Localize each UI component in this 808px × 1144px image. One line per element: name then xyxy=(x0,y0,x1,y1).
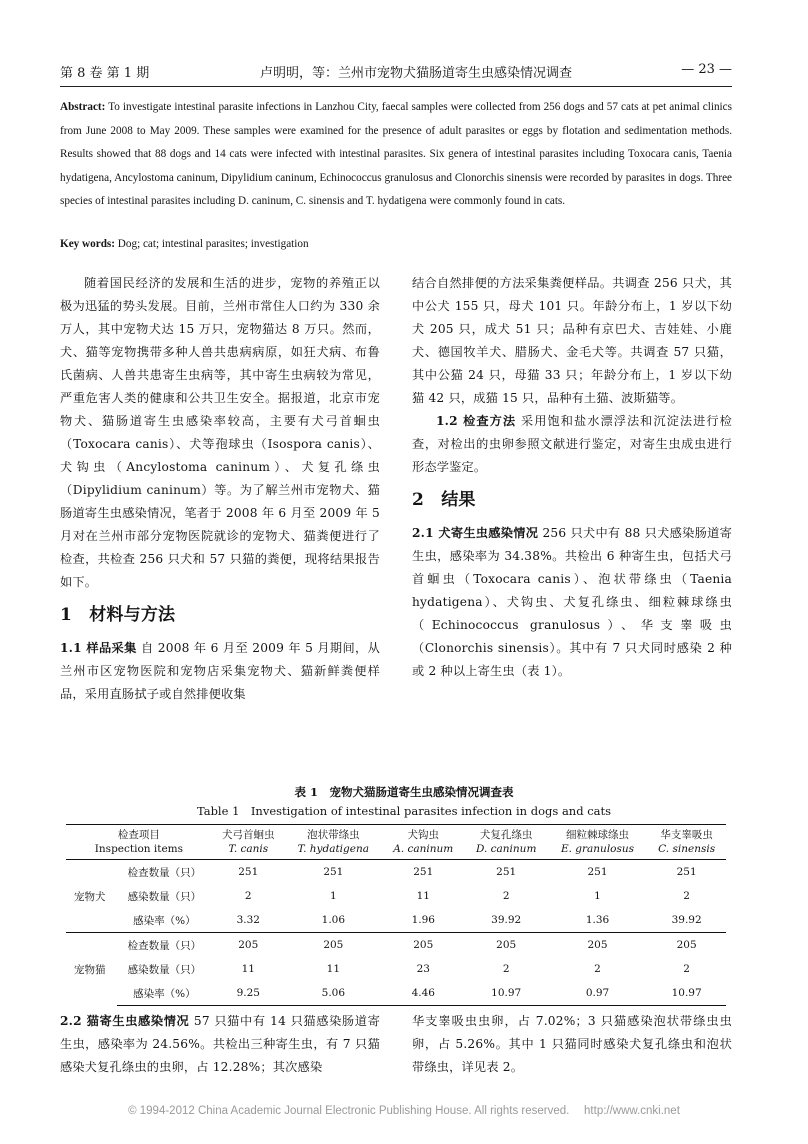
table-cell: 251 xyxy=(496,866,517,878)
table-cell: 205 xyxy=(587,939,608,951)
right-column xyxy=(412,272,732,683)
table-cell: 2 xyxy=(683,890,690,902)
cat-results-paragraph xyxy=(60,1010,380,1079)
dog-results-text: 256 只犬中有 88 只犬感染肠道寄生虫，感染率为 34.38%。共检出 6 种寄生虫，包括犬弓首蛔虫（Toxocara canis）、泡状带绦虫（Taenia hydatigena）、犬钩虫、犬复孔绦虫、细粒棘球绦虫（Echinococcus granulosus）、华支睾吸虫（Clonorchis sinensis）。其中有 7 只犬同时感染 2 种或 2 种以上寄生虫（表 1）。 xyxy=(412,526,732,678)
sampling-label: 1.1 样品采集 xyxy=(60,641,137,655)
table-header-row xyxy=(66,825,726,860)
table-row xyxy=(66,957,726,981)
header-col: 细粒棘球绦虫 E. granulosus xyxy=(548,825,647,860)
table-caption-cn: 表 1 宠物犬猫肠道寄生虫感染情况调查表 xyxy=(294,785,514,799)
table-cell: 23 xyxy=(416,963,430,975)
table-cell: 3.32 xyxy=(236,914,260,926)
table-cell: 205 xyxy=(238,939,259,951)
header-rule xyxy=(60,86,732,87)
sampling-text: 自 2008 年 6 月至 2009 年 5 月期间，从兰州市区宠物医院和宠物店采集宠物犬、猫新鲜粪便样品，采用直肠拭子或自然排便收集 xyxy=(60,641,381,701)
table-cell: 2 xyxy=(502,963,510,975)
abstract-text: To investigate intestinal parasite infections in Lanzhou City, faecal samples were collected from 256 dogs and 57 cats at pet animal clinics from June 2008 to May 2009. These samples were examined for the presence of adult parasites or eggs by flotation and sedimentation methods. Results showed that 88 dogs and 14 cats were infected with intestinal parasites. Six genera of intestinal parasites including Toxocara canis, Taenia hydatigena, Ancylostoma caninum, Dipylidium caninum, Echinococcus granulosus and Clonorchis sinensis were recorded by parasites in dogs. Three species of intestinal parasites including D. caninum, C. sinensis and T. hydatigena were commonly found in cats. xyxy=(60,101,732,207)
sampling-paragraph xyxy=(60,637,380,706)
table-cell: 9.25 xyxy=(212,981,285,1006)
copyright-footer: © 1994-2012 China Academic Journal Electronic Publishing House. All rights reserved. http://www.cnki.net xyxy=(128,1105,680,1117)
abstract-label: Abstract: xyxy=(60,101,106,113)
running-header xyxy=(60,62,732,84)
table-cell: 2 xyxy=(594,963,601,975)
row-label: 感染率（%） xyxy=(133,914,196,927)
intro-paragraph: 随着国民经济的发展和生活的进步，宠物的养殖正以极为迅猛的势头发展。目前，兰州市常住人口约为 330 余万人，其中宠物犬达 15 万只，宠物猫达 8 万只。然而，犬、猫等宠物携带多种人兽共患病病原，如狂犬病、布鲁氏菌病、人兽共患寄生虫病等，其中寄生虫病较为常见，严重危害人类的健康和公共卫生安全。据报道，北京市宠物犬、猫肠道寄生虫感染率较高，主要有犬弓首蛔虫（Toxocara canis）、犬等孢球虫（Isospora canis）、犬钩虫（Ancylostoma caninum）、犬复孔绦虫（Dipylidium caninum）等。为了解兰州市宠物犬、猫肠道寄生虫感染情况，笔者于 2008 年 6 月至 2009 年 5 月对在兰州市部分宠物医院就诊的宠物犬、猫粪便进行了检查，共检查 256 只犬和 57 只猫的粪便，现将结果报告如下。 xyxy=(60,276,380,589)
left-column xyxy=(60,272,380,706)
sampling-continued: 结合自然排便的方法采集粪便样品。共调查 256 只犬，其中公犬 155 只，母犬 101 只。年龄分布上，1 岁以下幼犬 205 只，成犬 51 只；品种有京巴犬、吉娃娃、小鹿犬、德国牧羊犬、腊肠犬、金毛犬等。共调查 57 只猫，其中公猫 24 只，母猫 33 只；年龄分布上，1 岁以下幼猫 42 只，成猫 15 只，品种有土猫、波斯猫等。 xyxy=(412,276,732,405)
row-label: 检查数量（只） xyxy=(127,939,202,952)
table-cell: 1 xyxy=(330,890,337,902)
group-label: 宠物猫 xyxy=(74,963,106,976)
group-label: 宠物犬 xyxy=(74,890,106,903)
method-paragraph xyxy=(412,410,732,479)
bottom-left-column xyxy=(60,1010,380,1079)
header-col: 犬弓首蛔虫 T. canis xyxy=(212,825,285,860)
table-cell: 2 xyxy=(502,890,510,902)
table-row xyxy=(66,981,726,1006)
cat-results-continued: 华支睾吸虫虫卵，占 7.02%；3 只猫感染泡状带绦虫虫卵，占 5.26%。其中 1 只猫同时感染犬复孔绦虫和泡状带绦虫，详见表 2。 xyxy=(412,1014,732,1074)
section-heading-results: 2 结果 xyxy=(412,490,476,510)
parasite-table xyxy=(66,824,726,1006)
table-cell: 1 xyxy=(594,890,601,902)
table-cell: 251 xyxy=(587,866,608,878)
header-col: 犬钩虫 A. caninum xyxy=(382,825,465,860)
row-label: 感染数量（只） xyxy=(127,963,202,976)
table-cell: 4.46 xyxy=(382,981,465,1006)
table-cell: 10.97 xyxy=(647,981,726,1006)
section-heading-materials: 1 材料与方法 xyxy=(60,605,176,625)
row-label: 检查数量（只） xyxy=(127,866,202,879)
header-volume: 第 8 卷 第 1 期 xyxy=(60,66,150,81)
table-cell: 11 xyxy=(326,963,341,975)
abstract xyxy=(60,96,732,214)
row-label: 感染率（%） xyxy=(117,981,212,1006)
table-cell: 5.06 xyxy=(285,981,382,1006)
table-cell: 10.97 xyxy=(465,981,548,1006)
table-cell: 39.92 xyxy=(671,914,702,926)
table-cell: 251 xyxy=(413,866,434,878)
header-col: 泡状带绦虫 T. hydatigena xyxy=(285,825,382,860)
table-row xyxy=(66,884,726,908)
table-row xyxy=(66,908,726,933)
bottom-right-column xyxy=(412,1010,732,1079)
table-cell: 2 xyxy=(244,890,252,902)
header-col: 华支睾吸虫 C. sinensis xyxy=(647,825,726,860)
table-cell: 251 xyxy=(238,866,259,878)
header-item: 检查项目 Inspection items xyxy=(66,825,212,860)
dog-results-paragraph xyxy=(412,522,732,683)
table-row xyxy=(66,860,726,885)
table-cell: 1.36 xyxy=(585,914,610,926)
table-cell: 0.97 xyxy=(548,981,647,1006)
table-cell: 39.92 xyxy=(491,914,522,926)
table-cell: 1.06 xyxy=(321,914,346,926)
method-label: 1.2 检查方法 xyxy=(436,414,517,428)
table-row xyxy=(66,933,726,958)
header-page-number: — 23 — xyxy=(681,62,732,77)
table-cell: 205 xyxy=(413,939,434,951)
table-cell: 205 xyxy=(496,939,517,951)
keywords-text: Dog; cat; intestinal parasites; investigation xyxy=(117,238,309,250)
header-col: 犬复孔绦虫 D. caninum xyxy=(465,825,548,860)
table-cell: 251 xyxy=(323,866,344,878)
cat-results-label: 2.2 猫寄生虫感染情况 xyxy=(60,1014,190,1028)
table-cell: 11 xyxy=(241,963,255,975)
keywords xyxy=(60,238,732,250)
table-cell: 205 xyxy=(323,939,344,951)
table-cell: 1.96 xyxy=(411,914,435,926)
table-caption-en: Table 1 Investigation of intestinal parasites infection in dogs and cats xyxy=(196,804,612,818)
header-title: 卢明明，等：兰州市宠物犬猫肠道寄生虫感染情况调查 xyxy=(260,66,573,81)
method-text: 采用饱和盐水漂浮法和沉淀法进行检查，对检出的虫卵参照文献进行鉴定，对寄生虫成虫进行形态学鉴定。 xyxy=(412,414,733,474)
table-cell: 251 xyxy=(676,866,697,878)
table-cell: 205 xyxy=(676,939,697,951)
table-cell: 11 xyxy=(416,890,430,902)
table-cell: 2 xyxy=(683,963,690,975)
dog-results-label: 2.1 犬寄生虫感染情况 xyxy=(412,526,539,540)
row-label: 感染数量（只） xyxy=(127,890,202,903)
keywords-label: Key words: xyxy=(60,238,115,250)
cat-results-text: 57 只猫中有 14 只猫感染肠道寄生虫，感染率为 24.56%。共检出三种寄生虫，有 7 只猫感染犬复孔绦虫的虫卵，占 12.28%；其次感染 xyxy=(60,1014,380,1074)
